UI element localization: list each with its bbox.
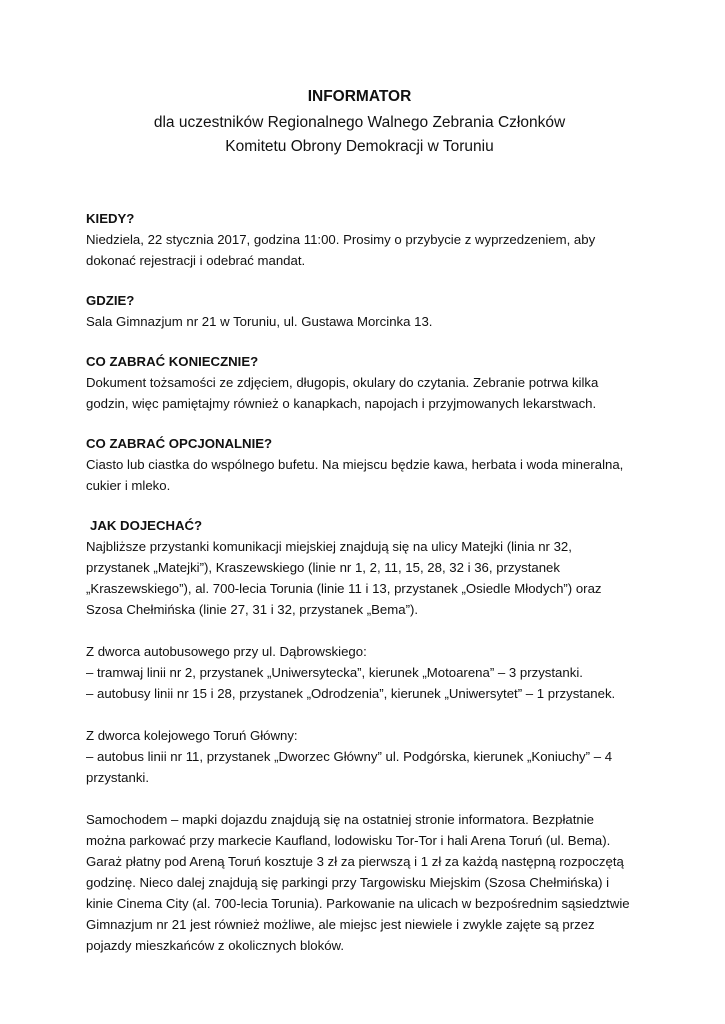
train-station-line: – autobus linii nr 11, przystanek „Dworzec Główny” ul. Podgórska, kierunek „Koniuchy” – 4 przystanki. [86,749,613,785]
section-text-gdzie: Sala Gimnazjum nr 21 w Toruniu, ul. Gustawa Morcinka 13. [86,314,433,329]
bus-station-line: – tramwaj linii nr 2, przystanek „Uniwersytecka”, kierunek „Motoarena” – 3 przystanki. [86,665,583,680]
section-text-opcjonalnie: Ciasto lub ciastka do wspólnego bufetu. Na miejscu będzie kawa, herbata i woda mineralna, cukier i mleko. [86,457,624,493]
section-heading-gdzie: GDZIE? [86,293,135,308]
section-dojazd [86,516,633,956]
document-header [86,86,633,159]
bus-station-line: – autobusy linii nr 15 i 28, przystanek „Odrodzenia”, kierunek „Uniwersytet” – 1 przystanek. [86,686,616,701]
section-text-kiedy: Niedziela, 22 stycznia 2017, godzina 11:00. Prosimy o przybycie z wyprzedzeniem, aby dokonać rejestracji i odebrać mandat. [86,232,596,268]
document-subtitle-line-2: Komitetu Obrony Demokracji w Toruniu [225,138,494,155]
section-koniecznie [86,352,633,414]
section-heading-kiedy: KIEDY? [86,211,135,226]
train-station-label: Z dworca kolejowego Toruń Główny: [86,728,298,743]
bus-station-label: Z dworca autobusowego przy ul. Dąbrowskiego: [86,644,367,659]
section-text-dojazd-car: Samochodem – mapki dojazdu znajdują się na ostatniej stronie informatora. Bezpłatnie można parkować przy markecie Kaufland, lodowisku Tor-Tor i hali Arena Toruń (ul. Bema). Garaż płatny pod Areną Toruń kosztuje 3 zł za pierwszą i 1 zł za każdą następną rozpoczętą godzinę. Nieco dalej znajdują się parkingi przy Targowisku Miejskim (Szosa Chełmińska) i kinie Cinema City (al. 700-lecia Torunia). Parkowanie na ulicach w bezpośrednim sąsiedztwie Gimnazjum nr 21 jest również możliwe, ale miejsc jest niewiele i zwykle zajęte są przez pojazdy mieszkańców z okolicznych bloków. [86,812,630,953]
document-title: INFORMATOR [307,88,412,105]
section-gdzie [86,291,633,332]
train-station-directions [86,725,633,788]
section-heading-koniecznie: CO ZABRAĆ KONIECZNIE? [86,354,259,369]
section-text-dojazd-intro: Najbliższe przystanki komunikacji miejskiej znajdują się na ulicy Matejki (linia nr 32, przystanek „Matejki”), Kraszewskiego (linie nr 1, 2, 11, 15, 28, 32 i 36, przystanek „Kraszewskiego”), al. 700-lecia Torunia (linie 11 i 13, przystanek „Osiedle Młodych”) oraz Szosa Chełmińska (linie 27, 31 i 32, przystanek „Bema”). [86,539,602,617]
section-heading-opcjonalnie: CO ZABRAĆ OPCJONALNIE? [86,436,273,451]
section-kiedy [86,209,633,271]
section-text-koniecznie: Dokument tożsamości ze zdjęciem, długopis, okulary do czytania. Zebranie potrwa kilka godzin, więc pamiętajmy również o kanapkach, napojach i przyjmowanych lekarstwach. [86,375,599,411]
section-heading-dojazd: JAK DOJECHAĆ? [90,518,203,533]
document-subtitle-line-1: dla uczestników Regionalnego Walnego Zebrania Członków [153,114,566,131]
bus-station-directions [86,641,633,704]
section-opcjonalnie [86,434,633,496]
